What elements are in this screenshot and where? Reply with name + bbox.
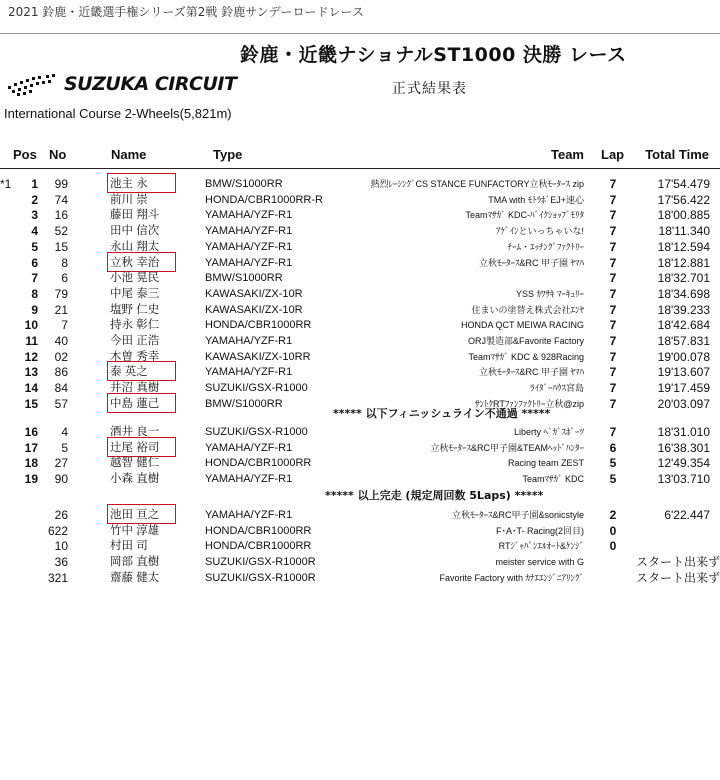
total-time: 19'00.078 [657, 349, 710, 364]
total-time: 12'49.354 [657, 456, 710, 471]
laps: 7 [609, 334, 617, 348]
team-name: Teamﾏｻｶﾞ KDC & 928Racing [468, 351, 584, 362]
table-row [0, 570, 720, 586]
machine-type: BMW/S1000RR [205, 272, 283, 285]
total-time: 17'54.479 [657, 177, 710, 191]
position: 10 [24, 318, 38, 333]
total-time: 18'34.698 [657, 286, 710, 301]
race-number: 02 [54, 349, 68, 364]
laps: 7 [609, 318, 617, 333]
total-time: 19'13.607 [657, 365, 710, 380]
machine-type: YAMAHA/YZF-R1 [205, 366, 293, 379]
total-time: 18'31.010 [657, 425, 710, 439]
laps: 7 [609, 425, 617, 439]
race-number: 74 [54, 192, 68, 207]
machine-type: BMW/S1000RR [205, 178, 283, 190]
machine-type: SUZUKI/GSX-R1000R [205, 556, 316, 569]
race-number: 6 [61, 271, 68, 286]
race-number: 622 [47, 523, 68, 538]
total-time: スタート出来ず [635, 570, 720, 585]
race-number: 21 [54, 302, 68, 317]
rider-name: 田中 信次 [110, 225, 160, 238]
logo-text: SUZUKA CIRCUIT [64, 73, 237, 95]
no-finish-line-divider: ***** 以下フィニッシュライン不通過 ***** [333, 407, 551, 420]
laps: 7 [609, 381, 617, 396]
top-divider [0, 33, 720, 34]
col-header-total-time: Total Time [645, 147, 709, 162]
total-time: 18'42.684 [657, 318, 710, 333]
table-row [0, 270, 720, 286]
race-title: 鈴鹿・近畿ナショナルST1000 決勝 レース [240, 44, 627, 66]
laps: 7 [609, 224, 617, 239]
laps: 7 [609, 365, 617, 380]
race-number: 86 [54, 365, 68, 380]
race-number: 84 [54, 381, 68, 396]
logo-mark-icon [6, 72, 64, 98]
race-number: 27 [54, 456, 68, 471]
position: 5 [31, 239, 38, 254]
team-name: Teamﾏｻｶﾞ KDC [522, 474, 584, 485]
table-row [0, 455, 720, 471]
team-name: 熱烈ﾚｰｼﾝｸﾞCS STANCE FUNFACTORY立秋ﾓｰﾀｰｽ zip [370, 179, 584, 189]
machine-type: HONDA/CBR1000RR-R [205, 193, 323, 206]
rider-name: 小森 直樹 [110, 473, 160, 486]
race-number: 7 [61, 318, 68, 333]
table-row [0, 380, 720, 396]
laps: 5 [609, 472, 617, 487]
table-row [0, 364, 720, 380]
team-name: Favorite Factory with ｶﾅｴｴﾝｼﾞﾆｱﾘﾝｸﾞ [439, 572, 584, 583]
position: 15 [24, 396, 38, 411]
rider-name: 前川 崇 [110, 193, 148, 206]
laps: 5 [609, 456, 617, 471]
rider-name: 木曽 秀幸 [110, 350, 160, 363]
rider-name: 辻尾 裕司 [110, 441, 160, 454]
machine-type: YAMAHA/YZF-R1 [205, 240, 293, 253]
position: 8 [31, 286, 38, 301]
team-name: 立秋ﾓｰﾀｰｽ&RC甲子園&sonicstyle [451, 510, 584, 520]
machine-type: KAWASAKI/ZX-10R [205, 303, 303, 316]
position: 2 [31, 192, 38, 207]
laps: 7 [609, 349, 617, 364]
total-time: 18'12.881 [657, 255, 710, 270]
machine-type: HONDA/CBR1000RR [205, 524, 312, 537]
team-name: 立秋ﾓｰﾀｰｽ&RC 甲子園 ﾔﾏﾊ [478, 257, 584, 268]
machine-type: HONDA/CBR1000RR [205, 319, 312, 332]
machine-type: HONDA/CBR1000RR [205, 540, 312, 553]
suzuka-circuit-logo [6, 72, 246, 98]
race-number: 10 [54, 539, 68, 554]
position: 6 [31, 255, 38, 270]
laps: 7 [609, 208, 617, 223]
total-time: 18'32.701 [657, 271, 710, 286]
position: 4 [31, 224, 38, 239]
position: 9 [31, 302, 38, 317]
team-name: YSS ｶﾜｻｷ ﾏｰｷｭﾘｰ [515, 288, 584, 299]
total-time: 18'57.831 [657, 334, 710, 348]
race-number: 79 [54, 286, 68, 301]
team-name: Teamﾏｻｶﾞ KDC-ﾊﾞｲｸｼｮｯﾌﾟﾓﾘﾀ [465, 210, 584, 221]
race-number: 16 [54, 208, 68, 223]
race-number: 99 [54, 177, 68, 191]
total-time: 6'22.447 [664, 508, 710, 522]
team-name: 住まいの塗替え株式会社ｴﾝﾔ [471, 304, 584, 315]
laps: 7 [609, 271, 617, 286]
team-name: ﾁｰﾑ・ｴｯﾁﾝｸﾞﾌｧｸﾄﾘｰ [507, 241, 584, 252]
team-name: HONDA QCT MEIWA RACING [460, 320, 584, 331]
header-divider [0, 168, 720, 169]
machine-type: YAMAHA/YZF-R1 [205, 256, 293, 269]
team-name: ｻﾝﾄｸRTﾌｧﾝﾌｧｸﾄﾘｰ立秋@zip [475, 398, 584, 409]
col-header-pos: Pos [13, 147, 37, 162]
position: 17 [24, 440, 38, 455]
position: 11 [25, 334, 38, 348]
total-time: 20'03.097 [657, 396, 710, 411]
team-name: 立秋ﾓｰﾀｰｽ&RC 甲子園 ﾔﾏﾊ [478, 367, 584, 378]
machine-type: YAMAHA/YZF-R1 [205, 335, 293, 347]
position: 7 [31, 271, 38, 286]
race-number: 40 [54, 334, 68, 348]
laps: 7 [609, 192, 617, 207]
position: 19 [24, 472, 38, 487]
table-row [0, 192, 720, 208]
machine-type: BMW/S1000RR [205, 397, 283, 410]
team-name: Racing team ZEST [507, 458, 584, 469]
table-row [0, 302, 720, 318]
team-name: ﾗｲﾀﾞｰﾊｳｽ宮島 [529, 383, 584, 394]
team-name: 立秋ﾓｰﾀｰｽ&RC甲子園&TEAMﾍｯﾄﾞﾊﾝﾀｰ [430, 442, 584, 453]
machine-type: HONDA/CBR1000RR [205, 457, 312, 470]
rider-name: 村田 司 [110, 540, 148, 553]
rider-name: 越智 健仁 [110, 457, 160, 470]
rider-name: 井沼 真樹 [110, 382, 160, 395]
race-number: 5 [61, 440, 68, 455]
table-row [0, 207, 720, 223]
rider-name: 藤田 翔斗 [110, 209, 160, 222]
position: 14 [24, 381, 38, 396]
team-name: TMA with ﾓﾄﾗﾎﾞEJ+速心 [488, 194, 584, 205]
table-row [0, 523, 720, 539]
rider-name: 岡部 直樹 [110, 556, 160, 569]
team-name: F･A･T- Racing(2回目) [495, 525, 584, 536]
table-row [0, 538, 720, 554]
finish-note: *1 [0, 177, 12, 191]
total-time: 18'12.594 [657, 239, 710, 254]
race-number: 90 [54, 472, 68, 487]
total-time: 19'17.459 [657, 381, 710, 396]
table-row [0, 554, 720, 570]
course-name: International Course 2-Wheels(5,821m) [4, 106, 232, 121]
table-row [0, 286, 720, 302]
rider-name: 酒井 良一 [110, 426, 160, 438]
total-time: スタート出来ず [635, 555, 720, 570]
col-header-no: No [49, 147, 67, 162]
rider-name: 泰 英之 [110, 366, 148, 379]
laps: 7 [609, 255, 617, 270]
rider-name: 永山 翔太 [110, 240, 160, 253]
race-number: 26 [54, 508, 68, 522]
machine-type: YAMAHA/YZF-R1 [205, 225, 293, 238]
machine-type: SUZUKI/GSX-R1000 [205, 426, 308, 438]
team-name: RTｼﾞｬﾊﾟﾝｴﾙｵｰﾄ&ｹﾝｼﾞ [498, 541, 584, 552]
laps: 7 [609, 302, 617, 317]
total-time: 13'03.710 [657, 472, 710, 487]
race-number: 36 [54, 555, 68, 570]
race-number: 4 [61, 425, 68, 439]
machine-type: KAWASAKI/ZX-10RR [205, 350, 311, 363]
table-row [0, 424, 720, 440]
laps: 2 [609, 508, 617, 522]
table-row [0, 239, 720, 255]
rider-name: 池田 亘之 [110, 509, 160, 521]
total-time: 18'39.233 [657, 302, 710, 317]
team-name: ORJ製造部&Favorite Factory [467, 336, 584, 346]
machine-type: SUZUKI/GSX-R1000R [205, 571, 316, 584]
laps: 7 [609, 177, 617, 191]
rider-name: 持永 彰仁 [110, 319, 160, 332]
table-row [0, 255, 720, 271]
rider-name: 池主 永 [110, 178, 148, 190]
table-row [0, 471, 720, 487]
rider-name: 中尾 泰三 [110, 287, 160, 300]
total-time: 18'11.340 [658, 224, 710, 239]
machine-type: YAMAHA/YZF-R1 [205, 209, 293, 222]
classified-finish-divider: ***** 以上完走 (規定周回数 5Laps) ***** [325, 489, 544, 502]
position: 12 [24, 349, 38, 364]
col-header-team: Team [551, 147, 584, 162]
total-time: 17'56.422 [657, 192, 710, 207]
rider-name: 齋藤 健太 [110, 571, 160, 584]
race-number: 57 [54, 396, 68, 411]
team-name: meister service with G [495, 557, 584, 568]
series-line: 2021 鈴鹿・近畿選手権シリーズ第2戦 鈴鹿サンデーロードレース [8, 5, 365, 19]
col-header-lap: Lap [601, 147, 625, 162]
table-row [0, 440, 720, 456]
table-row [0, 333, 720, 349]
machine-type: YAMAHA/YZF-R1 [205, 509, 293, 521]
laps: 0 [609, 539, 617, 554]
rider-name: 中島 蓮己 [110, 397, 160, 410]
laps: 0 [609, 523, 617, 538]
rider-name: 小池 晃民 [110, 272, 160, 285]
total-time: 18'00.885 [657, 208, 710, 223]
rider-name: 今田 正浩 [110, 335, 160, 347]
official-results-label: 正式結果表 [392, 81, 467, 97]
team-name: Liberty ﾍﾞｶﾞｽﾎﾟｰﾂ [513, 427, 584, 437]
laps: 7 [609, 286, 617, 301]
position: 18 [24, 456, 38, 471]
race-number: 321 [47, 570, 68, 585]
laps: 6 [609, 440, 617, 455]
machine-type: YAMAHA/YZF-R1 [205, 441, 293, 454]
table-row [0, 223, 720, 239]
race-number: 8 [61, 255, 68, 270]
table-row [0, 176, 720, 192]
laps: 7 [609, 239, 617, 254]
col-header-type: Type [213, 147, 243, 162]
total-time: 16'38.301 [657, 440, 710, 455]
position: 13 [24, 365, 38, 380]
rider-name: 塩野 仁史 [110, 303, 160, 316]
table-row [0, 317, 720, 333]
table-row [0, 349, 720, 365]
machine-type: YAMAHA/YZF-R1 [205, 473, 293, 486]
position: 3 [31, 208, 38, 223]
table-row [0, 507, 720, 523]
machine-type: KAWASAKI/ZX-10R [205, 287, 303, 300]
position: 16 [24, 425, 38, 439]
rider-name: 竹中 淳雄 [110, 524, 160, 537]
race-number: 15 [54, 239, 68, 254]
team-name: ｱｹﾞｲﾝといっちゃいな! [495, 226, 584, 237]
race-number: 52 [54, 224, 68, 239]
laps: 7 [609, 396, 617, 411]
rider-name: 立秋 幸治 [110, 256, 160, 269]
machine-type: SUZUKI/GSX-R1000 [205, 382, 308, 395]
col-header-name: Name [111, 147, 147, 162]
position: 1 [31, 177, 38, 191]
